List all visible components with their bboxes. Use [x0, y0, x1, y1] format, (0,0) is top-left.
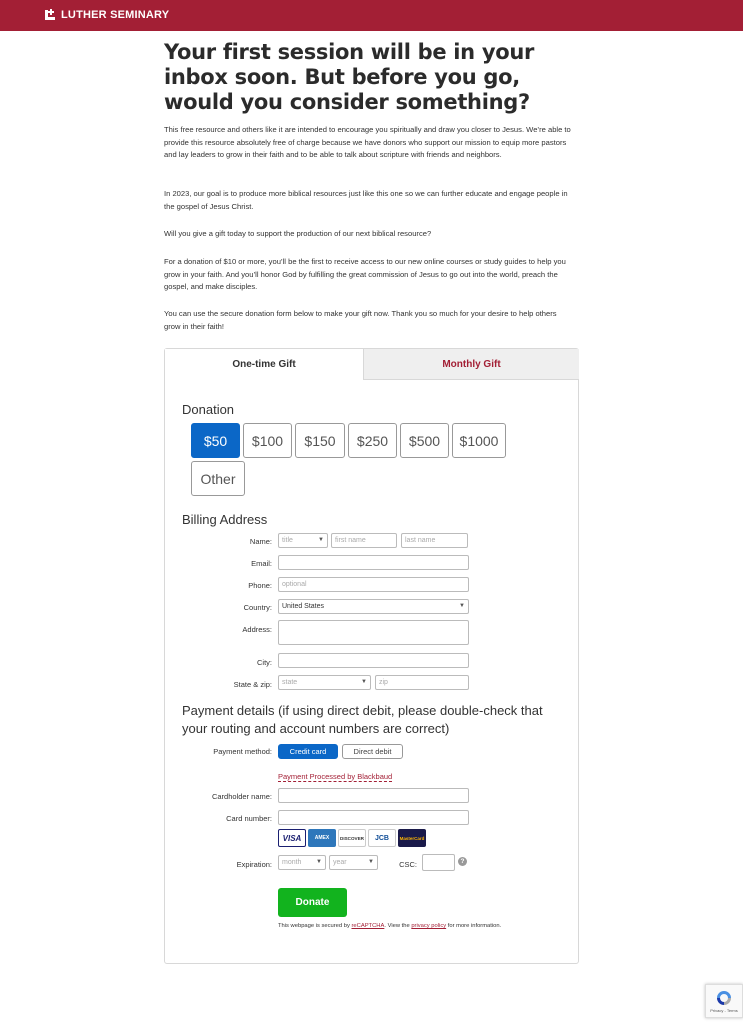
city-label: City: — [257, 658, 272, 667]
recaptcha-badge[interactable] — [705, 984, 743, 1018]
recaptcha-middle: . View the — [384, 923, 410, 929]
country-select-value: United States — [282, 603, 325, 610]
name-label: Name: — [249, 537, 272, 546]
title-select-value: title — [282, 537, 293, 544]
amount-500-button[interactable]: $500 — [400, 423, 449, 458]
direct-debit-button[interactable]: Direct debit — [342, 744, 403, 759]
billing-heading: Billing Address — [182, 512, 268, 527]
amount-50-button[interactable]: $50 — [191, 423, 240, 458]
logo-text: LUTHER SEMINARY — [61, 9, 170, 21]
year-select-value: year — [333, 859, 347, 866]
mastercard-icon: MasterCard — [398, 829, 426, 847]
state-select[interactable] — [278, 675, 371, 690]
site-header — [0, 0, 743, 31]
month-select-value: month — [282, 859, 302, 866]
csc-input[interactable] — [422, 854, 455, 871]
expiration-label: Expiration: — [236, 860, 272, 869]
chevron-down-icon: ▼ — [318, 537, 324, 543]
amount-100-button[interactable]: $100 — [243, 423, 292, 458]
first-name-input[interactable]: first name — [331, 533, 397, 548]
csc-label: CSC: — [399, 860, 417, 869]
goal-paragraph: In 2023, our goal is to produce more biblical resources just like this one so we can further educate and engage people in the gospel of Jesus Christ. — [164, 189, 568, 211]
country-label: Country: — [243, 603, 272, 612]
recaptcha-suffix: for more information. — [447, 923, 502, 929]
cardholder-input[interactable] — [278, 788, 469, 803]
jcb-icon: JCB — [368, 829, 396, 847]
city-input[interactable] — [278, 653, 469, 668]
chevron-down-icon: ▼ — [316, 859, 322, 865]
site-logo[interactable] — [43, 8, 169, 22]
discover-icon: DISCOVER — [338, 829, 366, 847]
recaptcha-link[interactable]: reCAPTCHA — [351, 923, 385, 929]
address-textarea[interactable] — [278, 620, 469, 645]
question-icon[interactable]: ? — [458, 857, 467, 866]
card-number-label: Card number: — [226, 814, 272, 823]
amount-150-button[interactable]: $150 — [295, 423, 345, 458]
tab-one-time-gift[interactable]: One-time Gift — [165, 349, 364, 380]
page-headline: Your first session will be in your inbox soon. But before you go, would you consider something? — [164, 40, 535, 114]
closing-paragraph: You can use the secure donation form below to make your gift now. Thank you so much for your desire to help others grow in their faith! — [164, 309, 557, 331]
luther-rose-logo-icon — [43, 8, 57, 22]
privacy-policy-link[interactable]: privacy policy — [411, 923, 447, 929]
donation-heading: Donation — [182, 402, 235, 417]
amount-other-button[interactable]: Other — [191, 461, 245, 496]
recaptcha-notice — [278, 923, 501, 929]
country-select[interactable] — [278, 599, 469, 614]
recaptcha-icon — [715, 989, 733, 1007]
processed-by-link[interactable]: Payment Processed by Blackbaud — [278, 772, 393, 781]
tab-monthly-gift[interactable]: Monthly Gift — [364, 349, 579, 380]
card-number-input[interactable] — [278, 810, 469, 825]
amex-icon: AMEX — [308, 829, 336, 847]
title-select[interactable] — [278, 533, 328, 548]
intro-paragraph: This free resource and others like it are intended to encourage you spiritually and draw you closer to Jesus. We’re able to provide this resource absolutely free of charge because we have donors who support our mission to equip more pastors and lay leaders to grow in their faith and to be able to talk about scripture with friends and neighbors. — [164, 125, 571, 159]
phone-input[interactable]: optional — [278, 577, 469, 592]
visa-icon: VISA — [278, 829, 306, 847]
state-zip-label: State & zip: — [233, 680, 272, 689]
badge-links[interactable]: Privacy - Terms — [710, 1008, 738, 1013]
phone-label: Phone: — [248, 581, 272, 590]
payment-method-label: Payment method: — [213, 747, 272, 756]
recaptcha-prefix: This webpage is secured by — [278, 923, 350, 929]
chevron-down-icon: ▼ — [459, 603, 465, 609]
amount-250-button[interactable]: $250 — [348, 423, 397, 458]
zip-input[interactable]: zip — [375, 675, 469, 690]
cardholder-label: Cardholder name: — [211, 792, 272, 801]
address-label: Address: — [242, 625, 272, 634]
donate-button[interactable]: Donate — [278, 888, 347, 917]
last-name-input[interactable]: last name — [401, 533, 468, 548]
accepted-cards — [278, 829, 426, 847]
email-input[interactable] — [278, 555, 469, 570]
state-select-value: state — [282, 679, 298, 686]
credit-card-button[interactable]: Credit card — [278, 744, 338, 759]
amount-1000-button[interactable]: $1000 — [452, 423, 506, 458]
chevron-down-icon: ▼ — [368, 859, 374, 865]
payment-heading: Payment details (if using direct debit, please double-check that your routing and account numbers are correct) — [182, 703, 543, 736]
benefit-paragraph: For a donation of $10 or more, you’ll be the first to receive access to our new online courses or study guides to help you grow in your faith. And you’ll honor God by fulfilling the great commission of Jesus to go out into the world, preach the gospel, and make disciples. — [164, 257, 566, 291]
chevron-down-icon: ▼ — [361, 679, 367, 685]
email-label: Email: — [251, 559, 272, 568]
ask-paragraph: Will you give a gift today to support the production of our next biblical resource? — [164, 229, 432, 238]
